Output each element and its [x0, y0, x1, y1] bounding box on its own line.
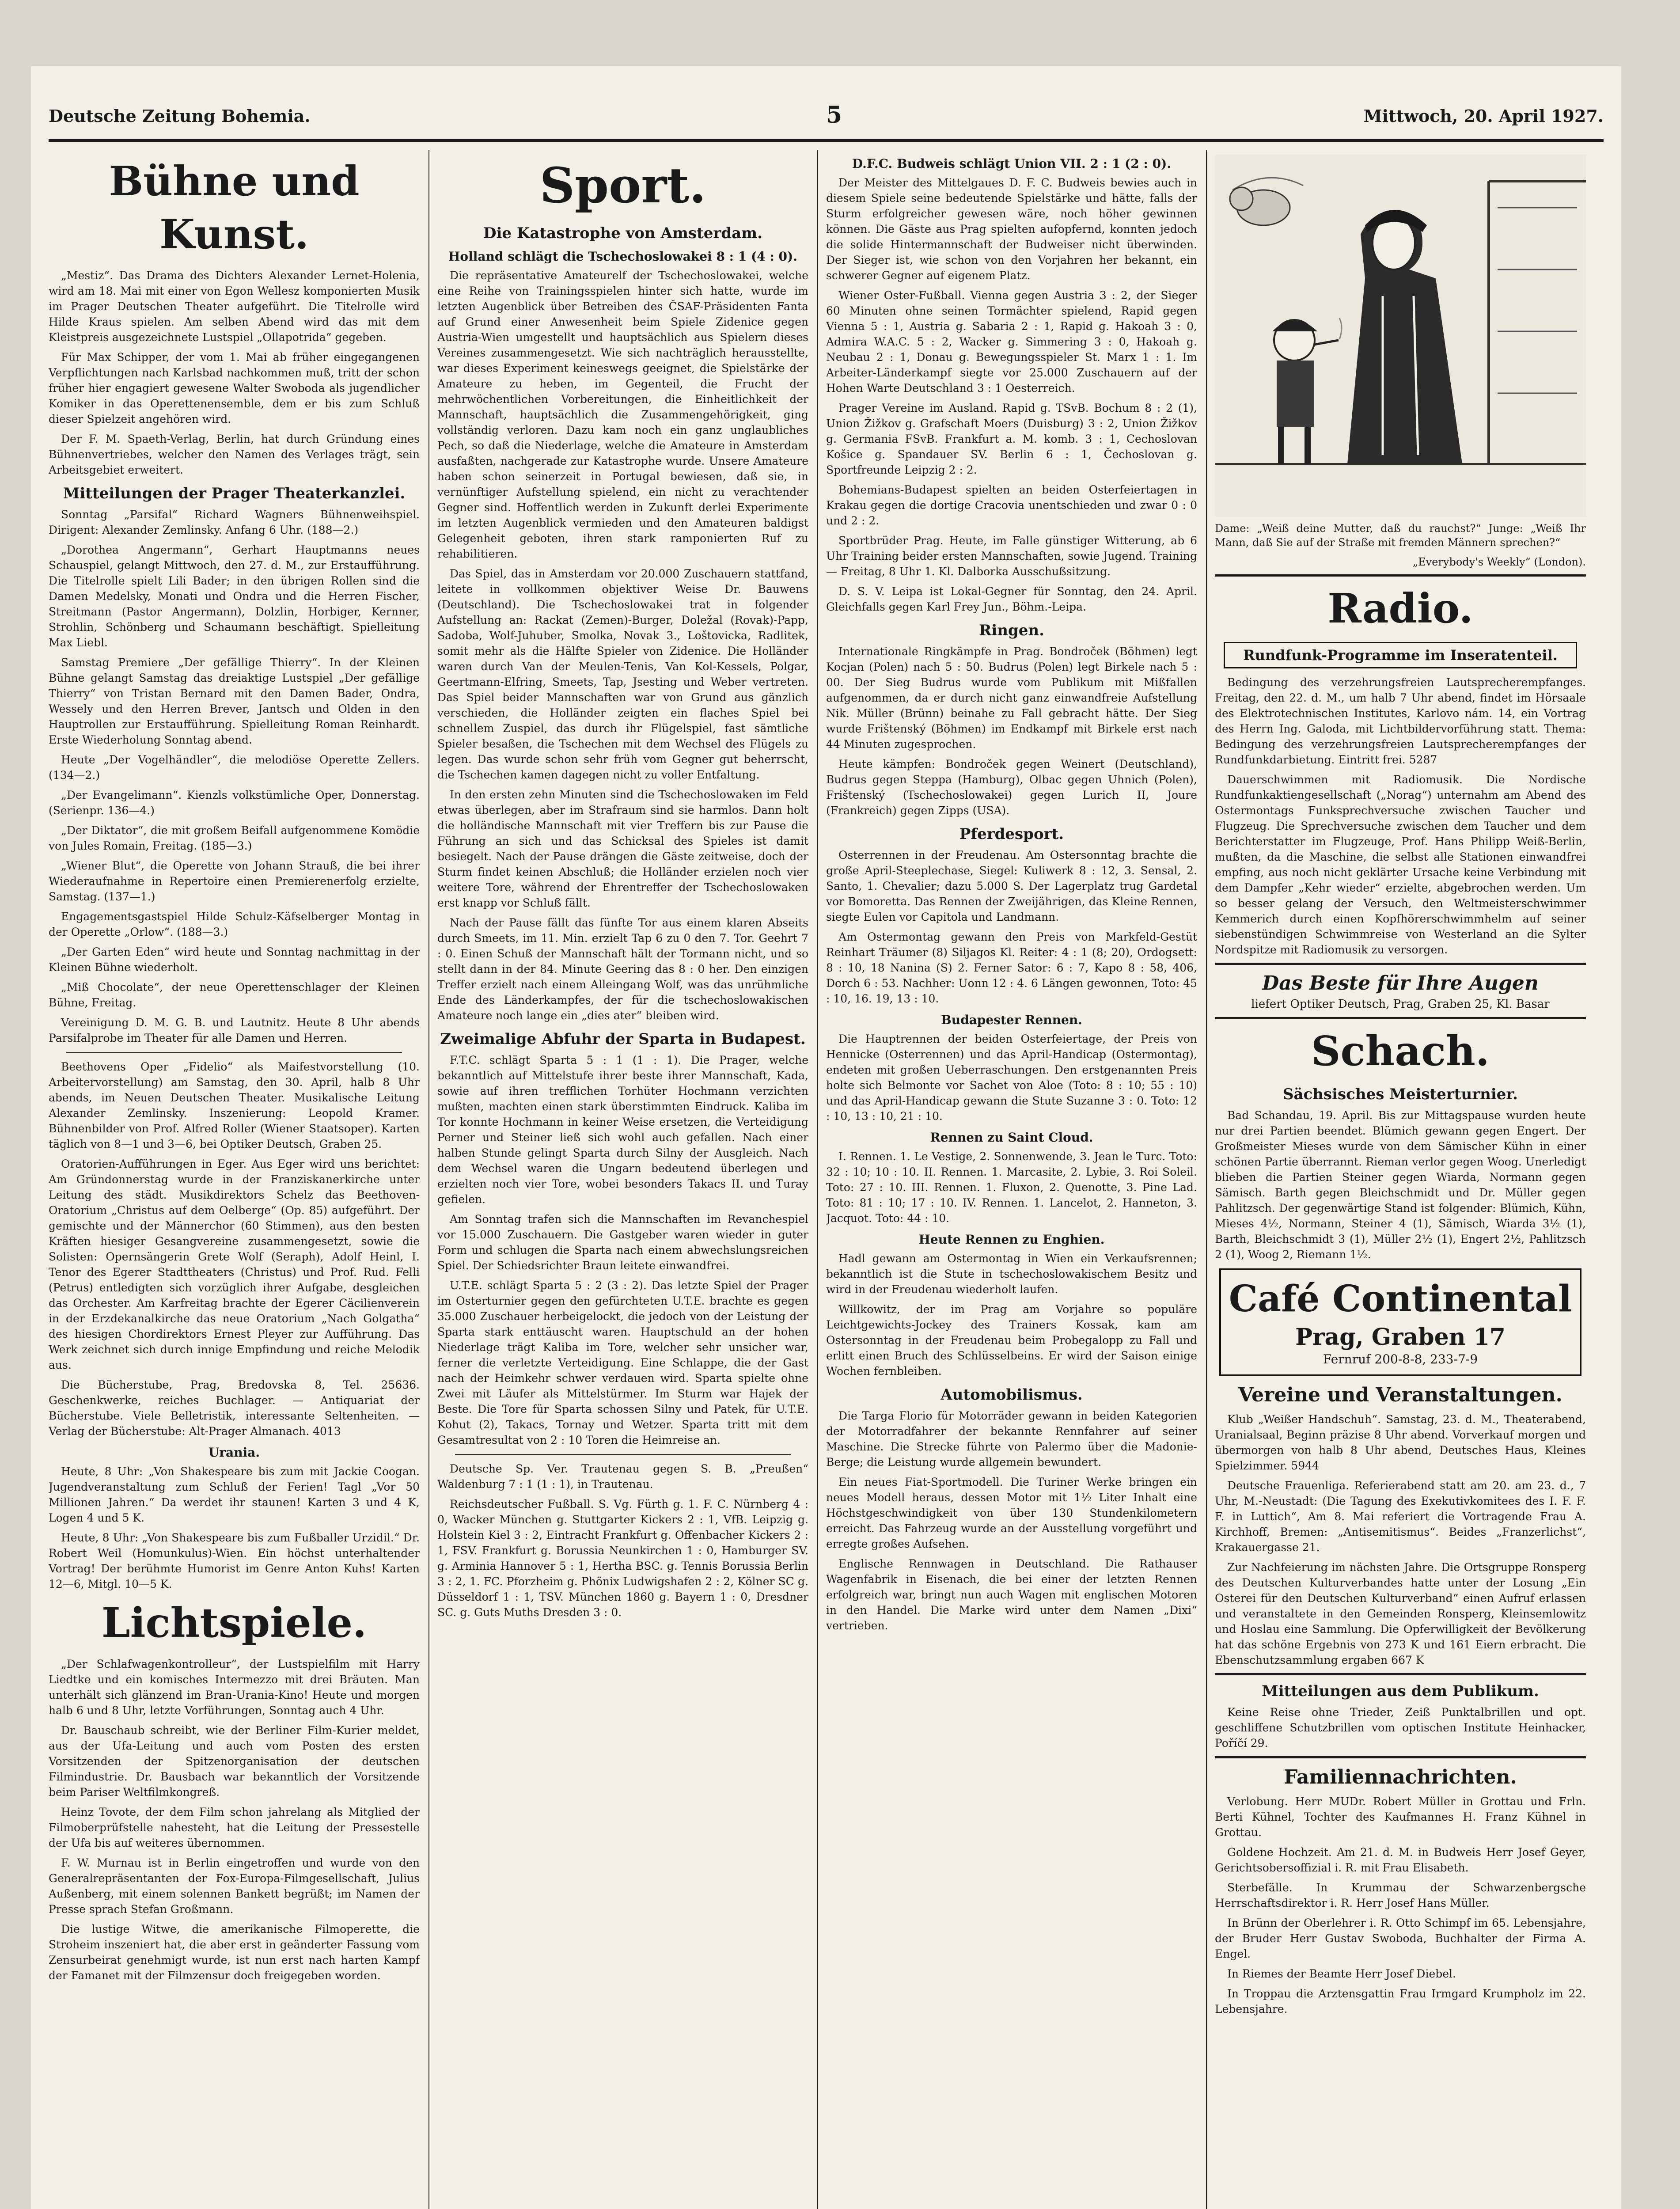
article-paragraph: Heute kämpfen: Bondroček gegen Weinert (Deutschland), Budrus gegen Steppa (Hamburg), Olbac gegen Uhnich (Polen), Frištenský (Tschechoslowakei) gegen Lurich II, Joure (Frankreich) gegen Zipps (USA). [826, 758, 1197, 817]
article-paragraph: Englische Rennwagen in Deutschland. Die Rathauser Wagenfabrik in Eisenach, die bei einer der letzten Rennen erfolgreich war, bringt nun auch Wagen mit englischen Motoren in den Handel. Die Marke wird unter dem Namen „Dixi“ vertrieben. [826, 1557, 1197, 1632]
subheading-urania: Urania. [208, 1445, 260, 1460]
subheading-meisterturnier: Sächsisches Meisterturnier. [1282, 1086, 1518, 1103]
optician-ad-text: liefert Optiker Deutsch, Prag, Graben 25, Kl. Basar [1251, 998, 1550, 1011]
masthead-rule [49, 139, 1604, 142]
section-heading-vereine: Vereine und Veranstaltungen. [1238, 1384, 1562, 1406]
article-paragraph: Reichsdeutscher Fußball. S. Vg. Fürth g. 1. F. C. Nürnberg 4 : 0, Wacker München g. Stuttgarter Kickers 2 : 1, VfB. Leipzig g. Holstein Kiel 3 : 2, Eintracht Frankfurt g. Offenbacher Kickers 2 : 1, FSV. Frankfurt g. Borussia Neunkirchen 1 : 0, Hamburger SV. g. Arminia Hannover 5 : 1, Hertha BSC. g. Tennis Borussia Berlin 3 : 2, 1. FC. Pforzheim g. Phönix Ludwigshafen 2 : 2, Kölner SC g. Düsseldorf 1 : 1, TSV. München 1860 g. Bayern 1 : 0, Dresdner SC. g. Guts Muths Dresden 3 : 0. [437, 1498, 808, 1619]
article-paragraph: Heute, 8 Uhr: „Von Shakespeare bis zum mit Jackie Coogan. Jugendveranstaltung zum Schluß der Ferien! Tagl „Vor 50 Millionen Jahren.“ Da werdet ihr staunen! Karten 3 und 4 K, Logen 4 und 5 K. [49, 1465, 420, 1524]
article-paragraph: Bohemians-Budapest spielten an beiden Osterfeiertagen in Krakau gegen die dortige Cracovia unentschieden und zwar 0 : 0 und 2 : 2. [826, 483, 1197, 527]
column-4 [1215, 150, 1586, 2209]
article-paragraph: Beethovens Oper „Fidelio“ als Maifestvorstellung (10. Arbeitervorstellung) am Samstag, den 30. April, halb 8 Uhr abends, im Neuen Deutschen Theater. Musikalische Leitung Alexander Zemlinsky. Inszenierung: Leopold Kramer. Bühnenbilder von Prof. Alfred Roller (Wiener Staatsoper). Karten täglich von 8—1 und 3—6, bei Optiker Deutsch, Graben 25. [49, 1060, 420, 1150]
article-paragraph: Am Sonntag trafen sich die Mannschaften im Revanchespiel vor 15.000 Zuschauern. Die Gastgeber waren wieder in guter Form und schlugen die Sparta nach einem abwechslungsreichen Spiel. Der Schiedsrichter Braun leitete einwandfrei. [437, 1213, 808, 1272]
article-paragraph: Internationale Ringkämpfe in Prag. Bondroček (Böhmen) legt Kocjan (Polen) nach 5 : 50. Budrus (Polen) legt Birkele nach 5 : 00. Der Sieg Budrus wurde vom Publikum mit Mißfallen aufgenommen, da er durch nicht ganz einwandfreie Aufstellung Nik. Müller (Brünn) beinahe zu Fall gebracht hätte. Der Sieg wurde Frištenský (Böhmen) im Endkampf mit Birkele erst nach 44 Minuten zugesprochen. [826, 645, 1197, 751]
section-heading-publikum: Mitteilungen aus dem Publikum. [1262, 1682, 1539, 1700]
masthead [49, 97, 1604, 137]
article-paragraph: F.T.C. schlägt Sparta 5 : 1 (1 : 1). Die Prager, welche bekanntlich auf Mittelstufe ihrer beste ihrer Mannschaft, Kada, sowie auf ihren trefflichen Torhüter Hochmann verzichten mußten, machten einen stark überstimmten Eindruck. Kaliba im Tor konnte Hochmann in keiner Weise ersetzen, die Verteidigung Perner und Steiner ließ sich wohl auch gefallen. Nach einer halben Stunde gelingt Sparta durch Silny der Ausgleich. Nach dem Wechsel waren die Ungarn bedeutend überlegen und erzielten noch vier Tore, wobei besonders Takacs II. und Turay gefielen. [437, 1054, 808, 1206]
article-paragraph: Engagementsgastspiel Hilde Schulz-Käfselberger Montag in der Operette „Orlow“. (188—3.) [49, 910, 420, 938]
article-paragraph: Ein neues Fiat-Sportmodell. Die Turiner Werke bringen ein neues Modell heraus, dessen Motor mit 1½ Liter Inhalt eine Höchstgeschwindigkeit von über 130 Stundenkilometern erreicht. Das Fahrzeug wurde an der Ausstellung vorgeführt und erregte großes Aufsehen. [826, 1476, 1197, 1550]
article-paragraph: „Mestiz“. Das Drama des Dichters Alexander Lernet-Holenia, wird am 18. Mai mit einer von Egon Wellesz komponierten Musik im Prager Deutschen Theater aufgeführt. Die Titelrolle wird Hilde Kraus spielen. Am selben Abend wird das mit dem Kleistpreis ausgezeichnete Lustspiel „Ollapotrida“ gegeben. [49, 269, 420, 344]
separator [1215, 574, 1586, 577]
subheading-enghien: Heute Rennen zu Enghien. [918, 1232, 1105, 1247]
cafe-name: Café Continental [1229, 1278, 1572, 1320]
article-paragraph: Der F. M. Spaeth-Verlag, Berlin, hat durch Gründung eines Bühnenvertriebes, welcher den Namen des Verlages trägt, sein Arbeitsgebiet erweitert. [49, 433, 420, 476]
article-paragraph: Bedingung des verzehrungsfreien Lautsprecherempfanges. Freitag, den 22. d. M., um halb 7 Uhr abend, findet im Hörsaale des Elektrotechnischen Institutes, Karlovo nám. 14, ein Vortrag des Herrn Ing. Galoda, mit Lichtbildervorführung statt. Thema: Bedingung des verzehrungsfreien Lautsprecherempfanges der Rundfunkdarbietung. Eintritt frei. 5287 [1215, 676, 1586, 766]
section-heading-sport: Sport. [539, 157, 706, 214]
article-paragraph: Deutsche Frauenliga. Referierabend statt am 20. am 23. d., 7 Uhr, M.-Neustadt: (Die Tagung des Exekutivkomitees des I. F. F. F. in Luttich“, Am 8. Mai referiert die Vortragende Frau A. Kirchhoff, Bremen: „Antisemitismus“. Beides „Franzerlichst“, Krakauergasse 21. [1215, 1479, 1586, 1554]
article-paragraph: Klub „Weißer Handschuh“. Samstag, 23. d. M., Theaterabend, Uranialsaal, Beginn präzise 8 Uhr abend. Vorverkauf morgen und übermorgen von halb 8 Uhr abend, Deutsches Haus, Kleines Spielzimmer. 5944 [1215, 1413, 1586, 1472]
article-paragraph: „Miß Chocolate“, der neue Operettenschlager der Kleinen Bühne, Freitag. [49, 981, 420, 1009]
article-paragraph: Dauerschwimmen mit Radiomusik. Die Nordische Rundfunkaktiengesellschaft („Norag“) unternahm am Abend des Ostermontags Funksprechversuche zwischen Taucher und Flugzeug. Die Sprechversuche zwischen dem Taucher und dem Berichterstatter im Flugzeuge, Prof. Hans Philipp Weiß-Berlin, mußten, da die Maschine, die selbst alle Stationen einwandfrei empfing, aus noch nicht geklärter Ursache keine Verbindung mit dem Dampfer „Kehr wieder“ erzielte, abgebrochen werden. Um so besser gelang der Versuch, den Weltmeisterschwimmer Kemmerich durch einen Kopfhörerschwimmhelm auf seiner siebenstündigen Schwimmreise von Westerland an die Sylter Nordspitze mit Radiomusik zu versorgen. [1215, 773, 1586, 956]
article-paragraph: Die lustige Witwe, die amerikanische Filmoperette, die Stroheim inszeniert hat, die aber erst in geänderter Fassung vom Zensurbeirat genehmigt wurde, ist nun erst nach harten Kampf der Famanet mit der Filmzensur doch freigegeben worden. [49, 1923, 420, 1982]
article-paragraph: In den ersten zehn Minuten sind die Tschechoslowaken im Feld etwas überlegen, aber im Strafraum sind sie harmlos. Dann holt die holländische Mannschaft mit vier Treffern bis zur Pause die Führung an sich und das Schicksal des Spieles ist damit besiegelt. Nach der Pause drängen die Gäste zeitweise, doch der Sturm findet keinen Abschluß; die Holländer erzielen noch vier weitere Tore, während der Ehrentreffer der Tschechoslowaken erst knapp vor Schluß fällt. [437, 788, 808, 909]
article-paragraph: Prager Vereine im Ausland. Rapid g. TSvB. Bochum 8 : 2 (1), Union Žižkov g. Grafschaft Moers (Duisburg) 3 : 2, Union Žižkov g. Germania FSvB. Frankfurt a. M. komb. 3 : 1, Cechoslovan Košice g. Spandauer SV. Berlin 6 : 1, Čechoslovan g. Sportfreunde Leipzig 2 : 2. [826, 402, 1197, 476]
subheading-pferdesport: Pferdesport. [959, 825, 1064, 843]
article-paragraph: Die repräsentative Amateurelf der Tschechoslowakei, welche eine Reihe von Trainingsspielen hinter sich hatte, wurde im letzten Augenblick über Betreiben des ČSAF-Präsidenten Fanta auf Grund einer Anwesenheit beim Spiele Zidenice gegen Austria-Wien umgestellt und hauptsächlich aus Spielern dieses Vereines zusammengesetzt. Wie sich nachträglich herausstellte, war dieses Experiment keineswegs geeignet, die Spielstärke der Amateure zu heben, im Gegenteil, die Frucht der mehrwöchentlichen Vorbereitungen, die Einheitlichkeit der Mannschaft, hauptsächlich die Zusammengehörigkeit, ging vollständig verloren. Dazu kam noch ein ganz unglaubliches Pech, so daß die Niederlage, welche die Amateure in Amsterdam ausfaßten, nachgerade zur Katastrophe wurde. Unsere Amateure haben schon seinerzeit in Portugal bewiesen, daß sie, in vernünftiger Aufstellung spielend, ein nicht zu verachtender Gegner sind. Hoffentlich werden in Zukunft derlei Experimente im letzten Augenblick vermieden und den Amateuren baldigst Gelegenheit geboten, ihren stark ramponierten Ruf zu rehabilitieren. [437, 269, 808, 560]
subheading-amsterdam: Die Katastrophe von Amsterdam. [483, 224, 762, 242]
article-paragraph: Vereinigung D. M. G. B. und Lautnitz. Heute 8 Uhr abends Parsifalprobe im Theater für alle Damen und Herren. [49, 1016, 420, 1044]
subheading-sparta-budapest: Zweimalige Abfuhr der Sparta in Budapest. [440, 1030, 806, 1048]
article-paragraph: In Riemes der Beamte Herr Josef Diebel. [1227, 1967, 1456, 1980]
section-heading-schach: Schach. [1311, 1027, 1490, 1075]
subheading-theaterkanzlei: Mitteilungen der Prager Theaterkanzlei. [63, 485, 406, 502]
cartoon-caption: Dame: „Weiß deine Mutter, daß du rauchst?“ Junge: „Weiß Ihr Mann, daß Sie auf der Straße mit fremden Männern sprechen?“ [1215, 522, 1586, 549]
separator [1215, 1673, 1586, 1675]
article-paragraph: Osterrennen in der Freudenau. Am Ostersonntag brachte die große April-Steeplechase, Siegel: Kuliwerk 8 : 12, 3. Sensal, 2. Santo, 1. Chevalier; dazu 5.000 S. Der Lagerplatz trug Gardetal vor Bomoretta. Das Rennen der Zweijährigen, das Kleine Rennen, siegte Eulen vor Capitola und Landmann. [826, 849, 1197, 923]
article-paragraph: Sterbefälle. In Krummau der Schwarzenbergsche Herrschaftsdirektor i. R. Herr Josef Hans Müller. [1215, 1881, 1586, 1909]
article-paragraph: I. Rennen. 1. Le Vestige, 2. Sonnenwende, 3. Jean le Turc. Toto: 32 : 10; 10 : 10. II. Rennen. 1. Marcasite, 2. Lybie, 3. Roi Soleil. Toto: 27 : 10. III. Rennen. 1. Fluxon, 2. Quenotte, 3. Pine Lad. Toto: 81 : 10; 17 : 10. IV. Rennen. 1. Lancelot, 2. Hanneton, 3. Jacquot. Toto: 44 : 10. [826, 1150, 1197, 1225]
article-paragraph: D. S. V. Leipa ist Lokal-Gegner für Sonntag, den 24. April. Gleichfalls gegen Karl Frey Jun., Böhm.-Leipa. [826, 585, 1197, 613]
article-paragraph: In Brünn der Oberlehrer i. R. Otto Schimpf im 65. Lebensjahre, der Bruder Herr Gustav Swoboda, Buchhalter der Firma A. Engel. [1215, 1917, 1586, 1960]
section-heading-familie: Familiennachrichten. [1284, 1766, 1517, 1788]
article-paragraph: Heute, 8 Uhr: „Von Shakespeare bis zum Fußballer Urzidil.“ Dr. Robert Weil (Homunkulus)-Wien. Ein höchst unterhaltender Vortrag! Der berühmte Humorist im Genre Anton Kuhs! Karten 12—6, Mitgl. 10—5 K. [49, 1531, 420, 1590]
column-3 [826, 150, 1197, 2209]
article-paragraph: F. W. Murnau ist in Berlin eingetroffen und wurde von den Generalrepräsentanten der Fox-Europa-Filmgesellschaft, Julius Außenberg, mit einem solennen Bankett begrüßt; im Namen der Presse sprach Stefan Großmann. [49, 1856, 420, 1916]
masthead-page-number: 5 [826, 102, 842, 129]
article-paragraph: „Wiener Blut“, die Operette von Johann Strauß, die bei ihrer Wiederaufnahme in Repertoire einen Premierenerfolg erzielte, Samstag. (137—1.) [49, 859, 420, 903]
cartoon-source: „Everybody's Weekly“ (London). [1412, 556, 1586, 568]
subheading-ringen: Ringen. [979, 622, 1044, 639]
article-paragraph: Nach der Pause fällt das fünfte Tor aus einem klaren Abseits durch Smeets, im 11. Min. erzielt Tap 6 zu 0 den 7. Tor. Geehrt 7 : 0. Einen Schuß der Mannschaft hält der Tormann nicht, und so stellt dann in der 84. Minute Geering das 8 : 0 her. Den einzigen Treffer erzielt nach einem Alleingang Wolf, was das unrühmliche Ende des Länderkampfes, der für die tschechoslowakischen Amateure noch lange ein „dies ater“ bleiben wird. [437, 916, 808, 1022]
column-1 [49, 150, 420, 2209]
article-paragraph: Die Hauptrennen der beiden Osterfeiertage, der Preis von Hennicke (Osterrennen) und das April-Handicap (Ostermontag), endeten mit großen Ueberraschungen. Den erstgenannten Preis holte sich Belmonte vor Sachet von Aloe (Toto: 8 : 10; 55 : 10) und das April-Handicap gewann die Stute Suzanne 3 : 0. Toto: 12 : 10, 13 : 10, 21 : 10. [826, 1032, 1197, 1123]
article-paragraph: „Der Schlafwagenkontrolleur“, der Lustspielfilm mit Harry Liedtke und ein komisches Intermezzo mit drei Bräuten. Man unterhält sich glänzend im Bran-Urania-Kino! Heute und morgen halb 6 und 8 Uhr, letzte Vorführungen, Sonntag auch 4 Uhr. [49, 1658, 420, 1717]
cafe-phone: Fernruf 200-8-8, 233-7-9 [1323, 1352, 1478, 1366]
article-paragraph: In Troppau die Arztensgattin Frau Irmgard Krumpholz im 22. Lebensjahre. [1215, 1987, 1586, 2015]
cartoon-illustration [1215, 155, 1586, 517]
article-paragraph: Verlobung. Herr MUDr. Robert Müller in Grottau und Frln. Berti Kühnel, Tochter des Kaufmannes H. Franz Kühnel in Grottau. [1215, 1795, 1586, 1839]
article-paragraph: Der Meister des Mittelgaues D. F. C. Budweis bewies auch in diesem Spiele seine bedeutende Spielstärke und hätte, falls der Sturm erfolgreicher gewesen wäre, noch höher gewinnen können. Die Gäste aus Prag spielten aufopfernd, konnten jedoch die solide Hintermannschaft der Budweiser nicht überwinden. Der Sieger ist, wie schon von den Vorjahren her bekannt, ein schwerer Gegner auf eigenem Platz. [826, 176, 1197, 282]
article-paragraph: „Dorothea Angermann“, Gerhart Hauptmanns neues Schauspiel, gelangt Mittwoch, den 27. d. M., zur Erstaufführung. Die Titelrolle spielt Lili Bader; in den übrigen Rollen sind die Damen Medelsky, Monati und Ondra und die Herren Fischer, Streitmann (Pastor Angermann), Dolzlin, Horbiger, Kernner, Strohlin, Schönberg und Schaumann beschäftigt. Spielleitung Max Liebl. [49, 543, 420, 649]
article-paragraph: Für Max Schipper, der vom 1. Mai ab früher eingegangenen Verpflichtungen nach Karlsbad nachkommen muß, tritt der schon früher hier engagiert gewesene Walter Swoboda als jugendlicher Komiker in das Operettenensemble, dem er bis zum Schluß dieser Spielzeit angehören wird. [49, 351, 420, 425]
separator [1215, 963, 1586, 965]
article-paragraph: Samstag Premiere „Der gefällige Thierry“. In der Kleinen Bühne gelangt Samstag das dreiaktige Lustspiel „Der gefällige Thierry“ von Tristan Bernard mit den Damen Bader, Ondra, Wessely und den Herren Brever, Jantsch und Olden in den Hauptrollen zur Erstaufführung. Spielleitung Roman Reinhardt. Erste Wiederholung Sonntag abend. [49, 656, 420, 746]
article-paragraph: Keine Reise ohne Trieder, Zeiß Punktalbrillen und opt. geschliffene Schutzbrillen vom optischen Institute Heinhacker, Poříčí 29. [1215, 1706, 1586, 1750]
column-divider [1206, 150, 1207, 2209]
article-paragraph: Oratorien-Aufführungen in Eger. Aus Eger wird uns berichtet: Am Gründonnerstag wurde in der Franziskanerkirche unter Leitung des städt. Musikdirektors Schelz das Beethoven-Oratorium „Christus auf dem Oelberge“ (Op. 85) aufgeführt. Der gemischte und der Männerchor (60 Stimmen), aus den besten Kräften hiesiger Gesangvereine zusammengesetzt, sowie die Solisten: Opernsängerin Grete Wolf (Seraph), Adolf Heinl, I. Tenor des Egerer Stadttheaters (Christus) und Prof. Rud. Felli (Petrus) entledigten sich vorzüglich ihrer Aufgabe, desgleichen das Orchester. Am Karfreitag brachte der Egerer Cäcilienverein in der Erzdekanalkirche das neue Oratorium „Nach Golgatha“ des hiesigen Chordirektors Ernest Pleyer zur Aufführung. Das Werk zeichnet sich durch innige Empfindung und reiche Melodik aus. [49, 1158, 420, 1371]
section-heading-buehne: Bühne und Kunst. [109, 157, 360, 258]
article-paragraph: Willkowitz, der im Prag am Vorjahre so populäre Leichtgewichts-Jockey des Trainers Kossak, kam am Ostersonntag in der Freudenau beim Probegalopp zu Fall und erlitt einen Bruch des Schlüsselbeins. Er wird der Saison einige Wochen fernbleiben. [826, 1303, 1197, 1378]
separator [455, 1454, 791, 1455]
section-heading-radio: Radio. [1327, 585, 1473, 632]
separator [66, 1052, 402, 1053]
article-paragraph: Hadl gewann am Ostermontag in Wien ein Verkaufsrennen; bekanntlich ist die Stute in tschechoslowakischem Besitz und wird in der Freudenau wiederholt laufen. [826, 1252, 1197, 1296]
article-paragraph: Das Spiel, das in Amsterdam vor 20.000 Zuschauern stattfand, leitete in vollkommen objektiver Weise Dr. Bauwens (Deutschland). Die Tschechoslowakei trat in folgender Aufstellung an: Rackat (Zemen)-Burger, Doležal (Rovak)-Papp, Sadoba, Wolf-Juhuber, Smolka, Novak 3., Loštovicka, Radlitek, somit mehr als die Hälfte Spieler von Zidenice. Die Holländer waren durch Van der Meulen-Tenis, Van Kol-Kessels, Polgar, Geertmann-Elfring, Smeets, Tap, Jsesting und Weber vertreten. Das Spiel beider Mannschaften war von Grund aus gänzlich verschieden, die Holländer zeigten ein flaches Spiel bei schnellem Zuspiel, das durch ihr Flügelspiel, fast sämtliche Spieler besaßen, die Tschechen mit dem Wechsel des Flügels zu legen. Das wurde schon sehr früh vom Gegner gut beherrscht, die Tschechen kamen dagegen nicht zu voller Entfaltung. [437, 567, 808, 781]
subheading-budweis: D.F.C. Budweis schlägt Union VII. 2 : 1 (2 : 0). [852, 156, 1172, 171]
cartoon-drawing [1215, 155, 1586, 517]
article-paragraph: Die Bücherstube, Prag, Bredovska 8, Tel. 25636. Geschenkwerke, reiches Buchlager. — Antiquariat der Bücherstube. Viele Belletristik, interessante Seltenheiten. — Verlag der Bücherstube: Alt-Prager Almanach. 4013 [49, 1378, 420, 1438]
radio-programme-box: Rundfunk-Programme im Inseratenteil. [1224, 642, 1577, 668]
optician-ad-title: Das Beste für Ihre Augen [1262, 972, 1539, 994]
article-paragraph: „Der Evangelimann“. Kienzls volkstümliche Oper, Donnerstag. (Serienpr. 136—4.) [49, 789, 420, 817]
article-paragraph: Bad Schandau, 19. April. Bis zur Mittagspause wurden heute nur drei Partien beendet. Blümich gewann gegen Engert. Der Großmeister Mieses wurde von dem Sämischer Kühn in einer schönen Partie überrannt. Rieman verlor gegen Woog. Unerledigt blieben die Partien Steiner gegen Wiarda, Normann gegen Sämisch. Barth gegen Bleichschmidt und Dr. Müller gegen Pahlitzsch. Der gegenwärtige Stand ist folgender: Blümich, Kühn, Mieses 4½, Normann, Steiner 4 (1), Sämisch, Wiarda 3½ (1), Barth, Bleichschmidt 3 (1), Müller 2½ (1), Engert 2½, Pahlitzsch 2 (1), Woog 2, Riemann 1½. [1215, 1109, 1586, 1261]
article-paragraph: Dr. Bauschaub schreibt, wie der Berliner Film-Kurier meldet, aus der Ufa-Leitung und auch vom Posten des ersten Vorsitzenden der Spitzenorganisation der deutschen Filmindustrie. Dr. Bausbach war bekanntlich der Vorsitzende beim Pariser Weltfilmkongreß. [49, 1724, 420, 1799]
article-paragraph: Sportbrüder Prag. Heute, im Falle günstiger Witterung, ab 6 Uhr Training beider ersten Mannschaften, sowie Jugend. Training — Freitag, 8 Uhr 1. Kl. Dalborka Ausschußsitzung. [826, 534, 1197, 578]
article-paragraph: Heute „Der Vogelhändler“, die melodiöse Operette Zellers. (134—2.) [49, 753, 420, 782]
article-paragraph: Heinz Tovote, der dem Film schon jahrelang als Mitglied der Filmoberprüfstelle nahesteht, hat die Leitung der Pressestelle der Ufa bis auf weiteres übernommen. [49, 1806, 420, 1849]
article-paragraph: „Der Diktator“, die mit großem Beifall aufgenommene Komödie von Jules Romain, Freitag. (185—3.) [49, 824, 420, 852]
article-paragraph: U.T.E. schlägt Sparta 5 : 2 (3 : 2). Das letzte Spiel der Prager im Osterturnier gegen den gefürchteten U.T.E. brachte es gegen 35.000 Zuschauer herbeigelockt, die jedoch von der Leistung der Sparta stark enttäuscht waren. Hauptschuld an der hohen Niederlage trägt Kaliba im Tore, welcher sehr unsicher war, ferner die verletzte Verteidigung. Eine Schlappe, die der Gast nach der Heimkehr schwer verdauen wird. Sparta spielte ohne Zwei mit Läufer als Mittelstürmer. Im Sturm war Hajek der Beste. Die Tore für Sparta schossen Silny und Patek, für U.T.E. Kohut (2), Takacs, Tornay und Wetzer. Sparta tritt mit dem Gesamtresultat von 2 : 10 Toren die Heimreise an. [437, 1279, 808, 1446]
article-paragraph: Die Targa Florio für Motorräder gewann in beiden Kategorien der Motorradfahrer der bekannte Rennfahrer auf seiner Maschine. Die Strecke führte von Palermo über die Madonie-Berge; die Leistung wurde allgemein bewundert. [826, 1409, 1197, 1469]
article-paragraph: Deutsche Sp. Ver. Trautenau gegen S. B. „Preußen“ Waldenburg 7 : 1 (1 : 1), in Trautenau. [437, 1462, 808, 1491]
cafe-continental-ad [1219, 1268, 1581, 1376]
article-paragraph: „Der Garten Eden“ wird heute und Sonntag nachmittag in der Kleinen Bühne wiederholt. [49, 945, 420, 974]
subheading-saint-cloud: Rennen zu Saint Cloud. [930, 1130, 1093, 1145]
separator [1215, 1017, 1586, 1019]
masthead-paper-name: Deutsche Zeitung Bohemia. [49, 106, 311, 126]
separator [1215, 1756, 1586, 1758]
subheading-budapest-rennen: Budapester Rennen. [941, 1013, 1082, 1027]
article-paragraph: Goldene Hochzeit. Am 21. d. M. in Budweis Herr Josef Geyer, Gerichtsobersoffizial i. R. mit Frau Elisabeth. [1215, 1846, 1586, 1874]
article-paragraph: Wiener Oster-Fußball. Vienna gegen Austria 3 : 2, der Sieger 60 Minuten ohne seinen Tormächter spielend, Rapid gegen Vienna 5 : 1, Austria g. Sabaria 2 : 1, Rapid g. Hakoah 3 : 0, Admira W.A.C. 5 : 2, Wacker g. Simmering 3 : 0, Hakoah g. Neubau 2 : 1, Donau g. Bewegungsspieler St. Marx 1 : 1. Im Arbeiter-Länderkampf siegte vor 25.000 Zuschauern auf der Hohen Warte Deutschland 3 : 1 Oesterreich. [826, 289, 1197, 395]
subheading-automobilismus: Automobilismus. [940, 1386, 1083, 1404]
cafe-address: Prag, Graben 17 [1295, 1324, 1506, 1351]
subheading-amsterdam-result: Holland schlägt die Tschechoslowakei 8 : 1 (4 : 0). [448, 249, 798, 264]
section-heading-lichtspiele: Lichtspiele. [101, 1599, 367, 1647]
column-2 [437, 150, 808, 2209]
newspaper-page [31, 66, 1621, 2209]
masthead-date: Mittwoch, 20. April 1927. [1363, 106, 1604, 126]
article-paragraph: Zur Nachfeierung im nächsten Jahre. Die Ortsgruppe Ronsperg des Deutschen Kulturverbandes hatte unter der Losung „Ein Osterei für den Deutschen Kulturverband“ einen Aufruf erlassen und veranstaltete in den Gemeinden Ronsperg, Kleinsemlowitz und Hoslau eine Sammlung. Die Opferwilligkeit der Bevölkerung hat das schöne Ergebnis von 273 K und 161 Eiern erbracht. Die Ebenschutzsammlung ergaben 667 K [1215, 1561, 1586, 1666]
article-paragraph: Sonntag „Parsifal“ Richard Wagners Bühnenweihspiel. Dirigent: Alexander Zemlinsky. Anfang 6 Uhr. (188—2.) [49, 508, 420, 536]
article-paragraph: Am Ostermontag gewann den Preis von Markfeld-Gestüt Reinhart Träumer (8) Siljagos Kl. Reiter: 4 : 1 (8; 20), Ordogsett: 8 : 10, 18 Nanina (S) 2. Ferner Sator: 6 : 7, Kapo 8 : 58, 406, Dorch 6 : 53. Nachher: Uonn 12 : 4. 6 Längen gewonnen, Toto: 45 : 10, 16. 19, 13 : 10. [826, 930, 1197, 1005]
column-divider [817, 150, 818, 2209]
